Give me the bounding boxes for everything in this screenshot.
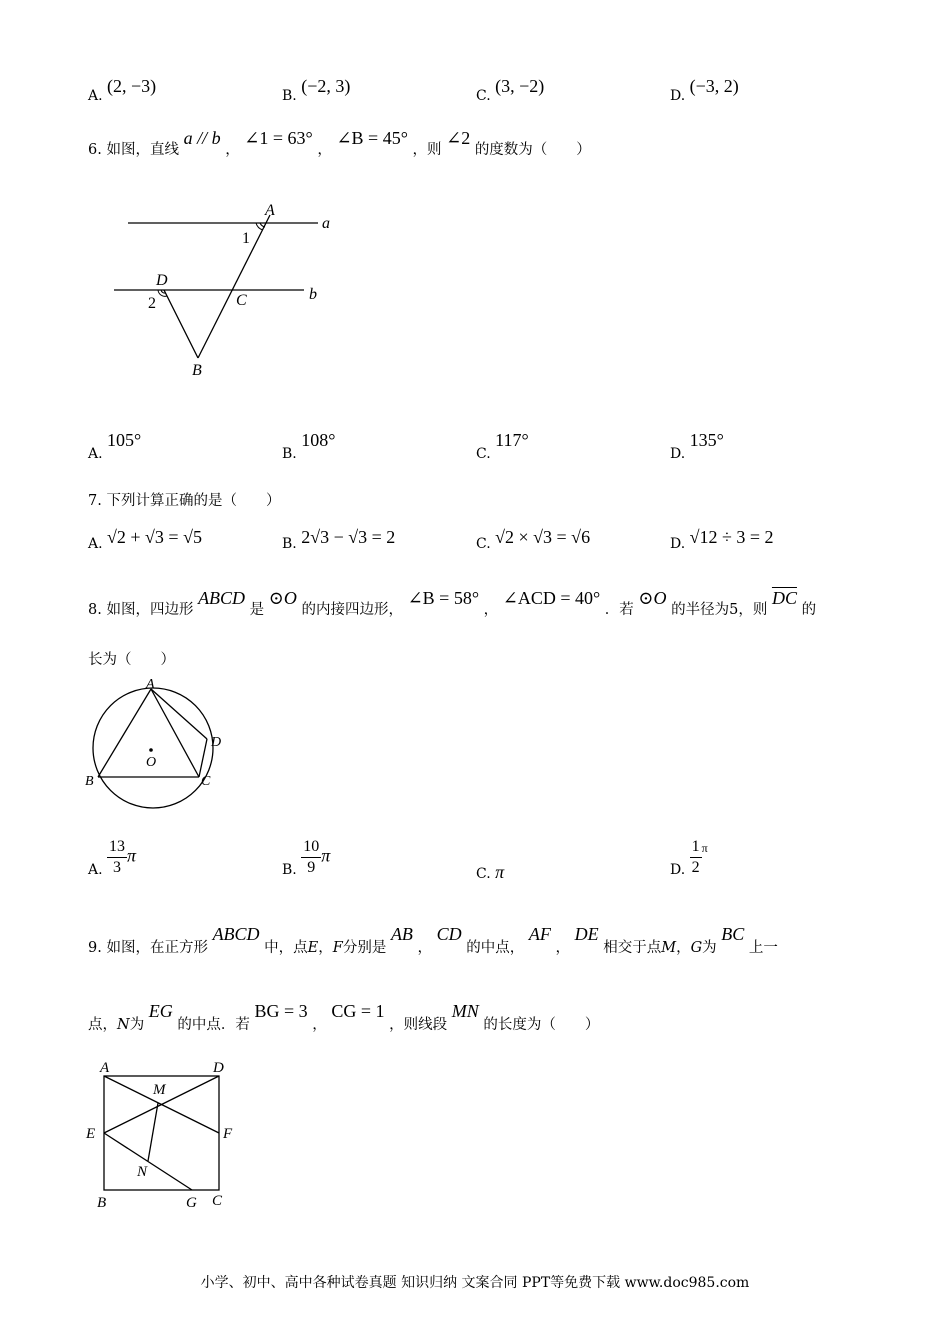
segment-ab [98,689,151,777]
q9-text: 相交于点 [603,940,662,956]
q9-math-mn: MN [451,1001,479,1021]
q9-text: 的中点．若 [177,1017,250,1033]
fraction [301,837,321,878]
label-E: E [86,1126,96,1142]
q6-sep2: ， [317,142,332,158]
option-value: 105° [107,430,142,450]
option-label: C. [476,88,491,104]
q5-option-d [670,76,739,105]
numerator: 13 [107,837,127,858]
option-value: (−2, 3) [301,76,351,96]
option-label: A. [88,536,103,552]
q6-option-b [282,430,336,463]
label-A: A [146,677,155,692]
q8-math-angleB: ∠B = 58° [407,588,480,608]
pi: π [701,840,708,855]
option-label: D. [670,536,686,552]
q9-text: ， [555,940,570,956]
segment-ad [151,689,207,739]
label-B: B [97,1195,107,1211]
q7-option-a [88,527,202,553]
q7-stem: 7. 下列计算正确的是（ ） [88,493,281,509]
label-a: a [322,215,330,232]
q8-math-circle2: ⊙O [638,588,667,608]
option-label: D. [670,861,686,878]
denominator: 3 [113,859,122,876]
denominator: 9 [307,859,316,876]
angle-1-arc [256,223,263,230]
label-C: C [212,1193,223,1209]
label-M: M [153,1082,166,1098]
label-F: F [223,1126,233,1142]
q6-sep1: ， [225,142,240,158]
q9-text: 分别是 [342,940,387,956]
numerator: 1 [690,837,702,858]
q9-math-cg: CG = 1 [331,1001,385,1021]
option-label: B. [282,861,297,878]
q9-text: ， [318,940,333,956]
label-2: 2 [148,295,156,312]
page-footer: 小学、初中、高中各种试卷真题 知识归纳 文案合同 PPT等免费下载 www.doc985.com [200,1275,750,1291]
q8-figure [80,674,240,814]
fraction [107,837,127,878]
option-label: C. [476,536,491,552]
q9-text: 为 [129,1017,145,1033]
label-b: b [309,286,317,303]
q8-text: 的半径为5，则 [671,602,768,618]
label-C: C [236,292,247,309]
q9-text: ， [676,940,691,956]
option-value: (2, −3) [107,76,157,96]
option-value: √2 + √3 = √5 [107,527,202,547]
option-label: A. [88,88,103,104]
segment-dc [199,739,207,777]
q6-sep3: ，则 [412,142,442,158]
q9-point-f: F [332,940,343,956]
option-label: A. [88,446,103,462]
label-D: D [213,1060,224,1076]
label-A: A [100,1060,110,1076]
option-label: C. [476,446,491,462]
q6-math-angle2: ∠2 [446,128,471,148]
denominator: 2 [691,859,700,876]
q8-option-b [282,837,330,878]
q8-text: ， [483,602,499,618]
q7-option-c [476,527,591,553]
q8-math-angleACD: ∠ACD = 40° [502,588,601,608]
label-A: A [265,202,275,219]
option-label: B. [282,88,297,104]
q6-math-parallel: a // b [183,128,221,148]
segment-db [164,290,198,358]
q9-math-bc: BC [721,924,745,944]
label-O: O [146,755,157,770]
q9-math-af: AF [528,924,551,944]
option-label: B. [282,536,297,552]
q8-option-d [670,837,708,878]
q9-text: 的长度为（ ） [483,1017,600,1033]
q8-text: 的内接四边形， [301,602,403,618]
option-label: D. [670,446,686,462]
q8-prefix: 8. 如图，四边形 [88,602,194,618]
q9-math-abcd: ABCD [212,924,260,944]
q7-option-b [282,527,396,553]
segment-ab [198,215,270,358]
segment-eg [104,1133,192,1190]
option-label: D. [670,88,686,104]
q5-option-b [282,76,351,105]
q6-option-a [88,430,142,463]
q9-text: 为 [702,940,717,956]
center-point [149,748,153,752]
q5-option-c [476,76,545,105]
pi: π [127,845,137,866]
label-N: N [137,1164,148,1180]
option-value: (3, −2) [495,76,545,96]
q8-stem-line2: 长为（ ） [88,652,175,668]
option-label: C. [476,866,491,882]
q9-math-cd: CD [436,924,462,944]
q9-point-e: E [307,940,319,956]
q9-point-g: G [690,940,703,956]
q9-text: 中，点 [264,940,308,956]
label-C: C [201,774,211,789]
q9-text: 的中点， [466,940,525,956]
q6-option-d [670,430,724,463]
q9-point-n: N [117,1017,130,1033]
option-value: 135° [689,430,724,450]
q8-math-abcd: ABCD [198,588,246,608]
q9-text: 上一 [748,940,778,956]
q6-prefix: 6. 如图，直线 [88,142,179,158]
q7-option-d [670,527,774,553]
q9-math-bg: BG = 3 [254,1001,308,1021]
q6-math-angleB: ∠B = 45° [336,128,408,148]
option-label: A. [88,861,103,878]
q8-text: ．若 [604,602,634,618]
option-value: 108° [301,430,336,450]
option-value: √2 × √3 = √6 [495,527,591,547]
q8-text: 是 [249,602,265,618]
q8-option-a [88,837,136,878]
q9-math-eg: EG [148,1001,173,1021]
q8-math-circle: ⊙O [268,588,297,608]
q9-text: ， [312,1017,327,1033]
q9-figure [80,1054,260,1214]
q6-option-c [476,430,529,463]
q6-suffix: 的度数为（ ） [474,142,591,158]
q9-math-ab: AB [390,924,413,944]
label-1: 1 [242,230,250,247]
option-value: π [495,862,505,882]
q9-point-m: M [661,940,677,956]
label-B: B [192,362,202,379]
pi: π [321,845,331,866]
q9-text: 点， [88,1017,117,1033]
q6-math-angle1: ∠1 = 63° [244,128,313,148]
q8-option-c [476,862,504,883]
q8-stem-line1 [88,588,817,619]
label-D: D [211,735,222,750]
q9-prefix: 9. 如图，在正方形 [88,940,208,956]
q6-stem [88,128,591,159]
label-G: G [186,1195,197,1211]
label-D: D [156,272,168,289]
option-label: B. [282,446,297,462]
q6-figure [100,190,360,390]
q9-math-de: DE [574,924,599,944]
label-B: B [85,774,94,789]
q9-stem-line1 [88,924,778,957]
q9-text: ， [417,940,433,956]
segment-mn [148,1103,158,1161]
fraction [690,837,702,878]
q9-stem-line2 [88,1001,600,1034]
option-value: 2√3 − √3 = 2 [301,527,396,547]
q8-text: 的 [801,602,817,618]
circle-o [93,688,213,808]
q8-math-arc-dc: $\overline{DC}$ [771,588,797,608]
q5-option-a [88,76,157,105]
q9-text: ，则线段 [389,1017,448,1033]
option-value: √12 ÷ 3 = 2 [689,527,774,547]
option-value: 117° [495,430,529,450]
numerator: 10 [301,837,321,858]
option-value: (−3, 2) [689,76,739,96]
